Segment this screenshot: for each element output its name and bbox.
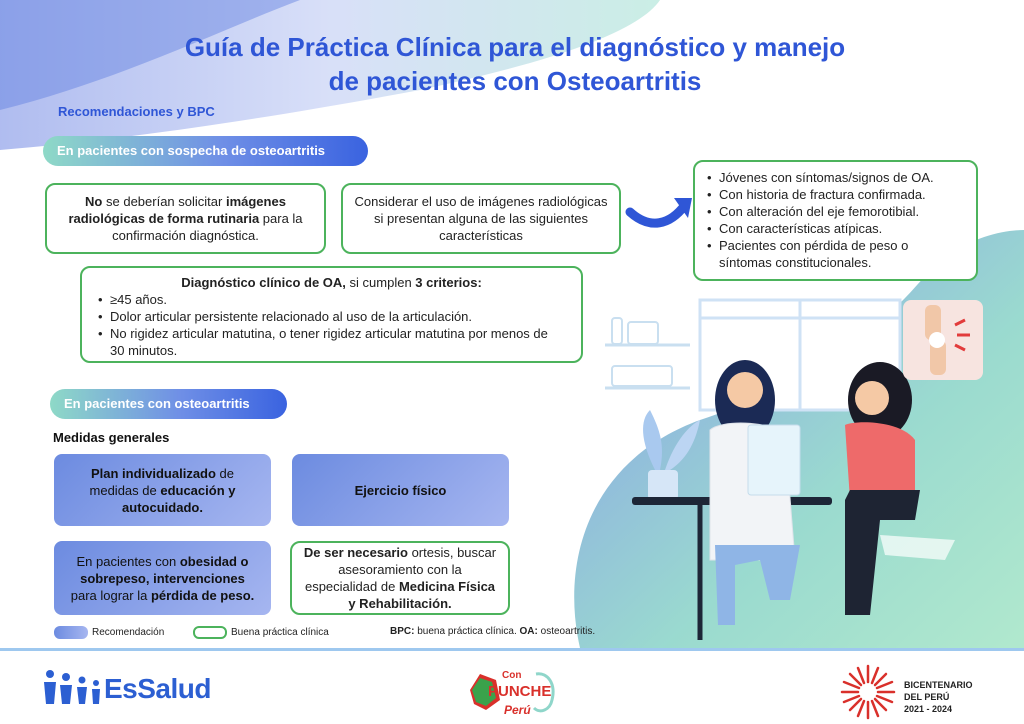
abbreviations-note: BPC: buena práctica clínica. OA: osteoartritis. <box>390 626 596 637</box>
bpc-orthosis: De ser necesario ortesis, buscar asesoramiento con la especialidad de Medicina Física y Rehabilitación. <box>290 541 510 615</box>
feature-item: • Con características atípicas. <box>707 220 964 237</box>
box-no-routine-imaging: No se deberían solicitar imágenes radiológicas de forma rutinaria para la confirmación diagnóstica. <box>45 183 326 254</box>
rec-weight-loss: En pacientes con obesidad o sobrepeso, intervenciones para lograr la pérdida de peso. <box>54 541 271 615</box>
con-punche-peru-logo <box>466 660 562 720</box>
bicentenario-logo-icon <box>840 664 896 720</box>
feature-item: • Con historia de fractura confirmada. <box>707 186 964 203</box>
essalud-logo-icon <box>42 668 104 706</box>
pill-suspicion: En pacientes con sospecha de osteoartritis <box>43 136 368 166</box>
box-consider-imaging: Considerar el uso de imágenes radiológicas si presentan alguna de las siguientes características <box>341 183 621 254</box>
legend-swatch-green <box>193 626 227 639</box>
svg-text:PUNCHE: PUNCHE <box>488 683 552 700</box>
rec-individualized-plan: Plan individualizado de medidas de educación y autocuidado. <box>54 454 271 526</box>
svg-text:Perú: Perú <box>504 703 531 717</box>
essalud-wordmark: EsSalud <box>104 673 211 704</box>
rec-physical-exercise: Ejercicio físico <box>292 454 509 526</box>
legend-swatch-blue <box>54 626 88 639</box>
page-title: Guía de Práctica Clínica para el diagnóstico y manejo de pacientes con Osteoartritis <box>184 32 846 96</box>
page-subtitle: Recomendaciones y BPC <box>58 104 215 119</box>
legend-recommendation: Recomendación <box>54 626 164 639</box>
feature-item: • Con alteración del eje femorotibial. <box>707 203 964 220</box>
legend-good-practice: Buena práctica clínica <box>193 626 329 639</box>
pill-osteoarthritis: En pacientes con osteoartritis <box>50 389 287 419</box>
box-features-list <box>693 160 978 281</box>
criterion-item: • Dolor articular persistente relacionado al uso de la articulación. <box>98 308 565 325</box>
general-measures-label: Medidas generales <box>53 430 170 445</box>
diagnosis-lead: Diagnóstico clínico de OA, si cumplen 3 criterios: <box>181 275 482 290</box>
criterion-item: • ≥45 años. <box>98 291 565 308</box>
feature-item: • Jóvenes con síntomas/signos de OA. <box>707 169 964 186</box>
box-clinical-diagnosis <box>80 266 583 363</box>
svg-text:Con: Con <box>502 670 522 681</box>
bicentenario-wordmark: BICENTENARIO DEL PERÚ 2021 - 2024 <box>904 680 973 714</box>
feature-item: • Pacientes con pérdida de peso o síntomas constitucionales. <box>707 237 964 271</box>
criterion-item: • No rigidez articular matutina, o tener rigidez articular matutina por menos de 30 minutos. <box>98 325 565 359</box>
